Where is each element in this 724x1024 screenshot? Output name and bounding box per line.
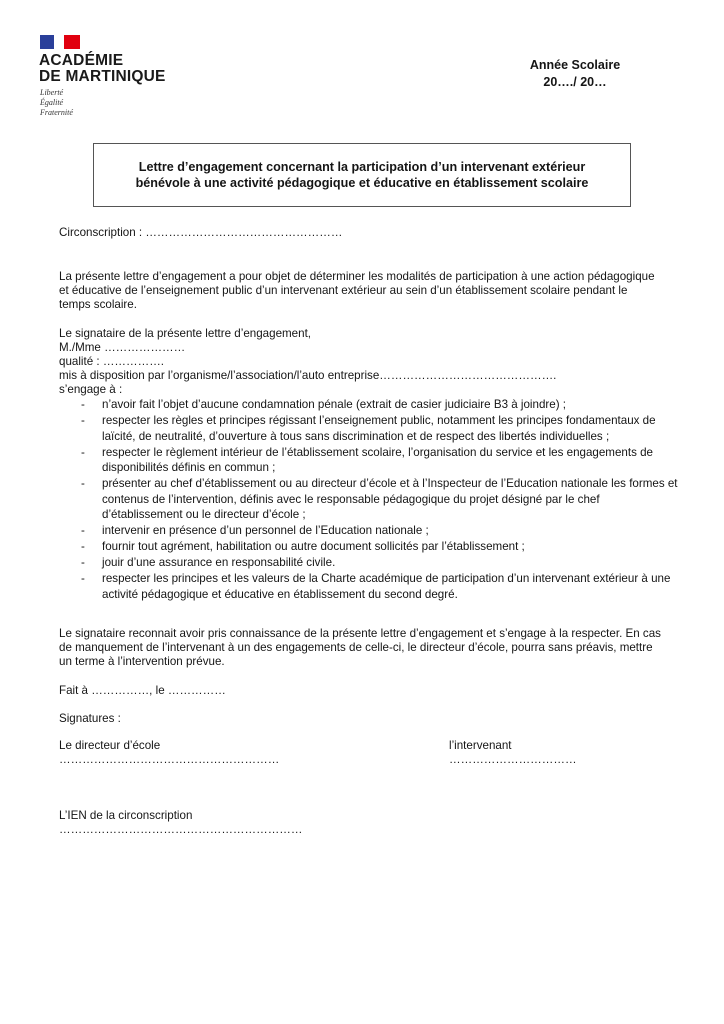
item-text: fournir tout agrément, habilitation ou autre document sollicités par l’établissement ;	[102, 540, 525, 553]
ien-label: L’IEN de la circonscription	[59, 809, 193, 822]
document-title-box	[93, 143, 631, 207]
list-item	[59, 445, 679, 476]
dash-bullet: -	[81, 524, 85, 537]
ien-signature	[59, 809, 319, 837]
motto-egalite: Égalité	[40, 98, 64, 107]
list-item	[59, 571, 679, 602]
directeur-signature	[59, 739, 319, 767]
signatures-label: Signatures :	[59, 712, 121, 725]
organisme-field: mis à disposition par l’organisme/l’association/l’auto entreprise……………………………………….	[59, 369, 557, 382]
intro-paragraph: La présente lettre d’engagement a pour objet de déterminer les modalités de participation à une action pédagogique et éducative de l’enseignement public d’un intervenant extérieur au sein d’un établissement scolaire pendant le temps scolaire.	[59, 270, 655, 311]
directeur-signature-line: …………………………………………………	[59, 753, 280, 766]
circonscription-field: Circonscription : ……………………………………………	[59, 226, 343, 239]
title-line-2: bénévole à une activité pédagogique et éducative en établissement scolaire	[135, 176, 589, 190]
list-item	[59, 397, 679, 413]
dash-bullet: -	[81, 572, 85, 585]
dash-bullet: -	[81, 477, 85, 490]
school-year-label: Année Scolaire	[529, 58, 621, 72]
logo-motto	[40, 88, 73, 118]
list-item	[59, 523, 679, 539]
list-item	[59, 555, 679, 571]
qualite-field: qualité : …………….	[59, 355, 165, 368]
motto-fraternite: Fraternité	[40, 108, 73, 117]
logo-line-2: DE MARTINIQUE	[39, 68, 166, 85]
dash-bullet: -	[81, 540, 85, 553]
signataire-block	[59, 327, 679, 397]
intervenant-label: l’intervenant	[449, 739, 512, 752]
closing-paragraph: Le signataire reconnait avoir pris connaissance de la présente lettre d’engagement et s’engage à la respecter. En cas de manquement de l’intervenant à un des engagements de celle-ci, le directeur d’école, pourra sans préavis, mettre un terme à l’intervention prévue.	[59, 627, 661, 668]
intervenant-signature	[449, 739, 577, 767]
directeur-label: Le directeur d’école	[59, 739, 161, 752]
list-item	[59, 476, 679, 523]
item-text: jouir d’une assurance en responsabilité civile.	[102, 556, 336, 569]
signataire-intro: Le signataire de la présente lettre d’engagement,	[59, 327, 312, 340]
list-item	[59, 413, 679, 444]
item-text: intervenir en présence d’un personnel de l’Education nationale ;	[102, 524, 429, 537]
school-year-value: 20…./ 20…	[543, 75, 607, 89]
name-field: M./Mme …………………	[59, 341, 186, 354]
dash-bullet: -	[81, 556, 85, 569]
republique-francaise-flag-logo	[40, 35, 80, 49]
dash-bullet: -	[81, 414, 85, 427]
dash-bullet: -	[81, 398, 85, 411]
intervenant-signature-line: ……………………………	[449, 753, 577, 766]
item-text: respecter les règles et principes régissant l’enseignement public, notamment les principes fondamentaux de laïcité, de neutralité, d’ouverture à tous sans discrimination et de respect des libertés individuelles ;	[102, 414, 656, 443]
list-item	[59, 539, 679, 555]
school-year	[520, 57, 630, 91]
engage-label: s’engage à :	[59, 383, 123, 396]
item-text: respecter les principes et les valeurs de la Charte académique de participation d’un intervenant extérieur à une activité pédagogique et éducative en établissement du second degré.	[102, 572, 671, 601]
motto-liberte: Liberté	[40, 88, 64, 97]
item-text: présenter au chef d’établissement ou au directeur d’école et à l’Inspecteur de l’Education nationale les formes et contenus de l’intervention, définis avec le responsable pédagogique du projet désigné par le chef d’établissement ou le directeur d’école ;	[102, 477, 678, 521]
dash-bullet: -	[81, 445, 85, 459]
item-text: n’avoir fait l’objet d’aucune condamnation pénale (extrait de casier judiciaire B3 à joindre) ;	[102, 398, 567, 411]
engagement-list	[59, 397, 679, 603]
fait-a-field: Fait à ……………, le ……………	[59, 684, 226, 697]
ien-signature-line: ………………………………………………………	[59, 823, 303, 836]
item-text: respecter le règlement intérieur de l’établissement scolaire, l’organisation du service et les engagements de disponibilités définis en commun ;	[102, 445, 653, 474]
logo-line-1: ACADÉMIE	[39, 52, 124, 69]
academie-logo-text	[39, 53, 166, 85]
title-line-1: Lettre d’engagement concernant la participation d’un intervenant extérieur	[138, 160, 586, 174]
